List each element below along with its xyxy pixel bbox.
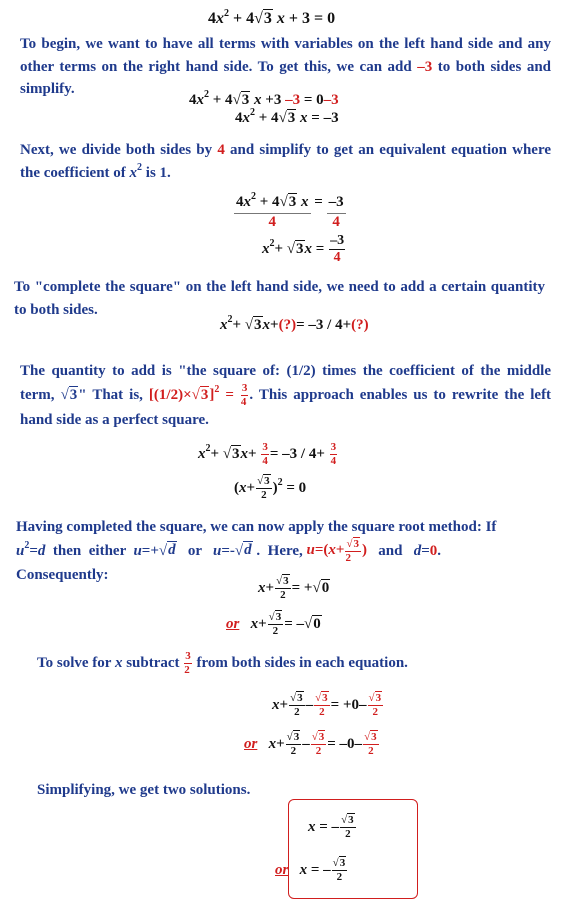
paragraph-step2: Next, we divide both sides by 4 and simplify to get an equivalent equation where the coefficient of $x^2$ is 1. [20, 142, 552, 181]
solution-2: or x = – $\frac{√3}{2}$ [275, 857, 346, 883]
paragraph-step5: Having completed the square, we can now apply the square root method: If $u^2=d$ then either u=+√d or u=-√d . Here, u=(x+ $\frac{√3}{2}$ ) and d=0. Consequently: [16, 519, 497, 583]
equation-root-negative: or x+ $\frac{√3}{2}$ = –√0 [226, 611, 321, 637]
solution-1: x = – $\frac{√3}{2}$ [308, 814, 354, 840]
equation-simplified: $4x^2 + 4√3$ x = –3 [235, 107, 339, 126]
equation-divide: $\frac{4x^2 + 4√3 x}{4}$ = $\frac{-3}{4}$ [236, 191, 344, 230]
equation-perfect-square: (x+ $\frac{√3}{2}$ )$^2$ = 0 [234, 475, 307, 501]
equation-solve-positive: x+ $\frac{√3}{2}$ – $\frac{√3}{2}$ = +0– $\frac{√3}{2}$ [272, 692, 382, 718]
equation-unknown-quantity: $x^2+$ √3x+(?)= –3 / 4+(?) [220, 314, 369, 333]
paragraph-step3: To "complete the square" on the left hand side, we need to add a certain quantity to both sides. [14, 279, 545, 318]
paragraph-step4: The quantity to add is "the square of: (1/2) times the coefficient of the middle term, √3" That is, $[(1/2)\times√3]^2$ = $\frac{3}{4}$ . This approach enables us to rewrite the left hand side as a perfect square. [20, 363, 552, 429]
paragraph-step7: Simplifying, we get two solutions. [37, 782, 251, 798]
equation-normalized: $x^2+ √3x$ = $\frac{-3}{4}$ [262, 233, 345, 265]
equation-add-term: $4x^2 + 4√3$ x +3 –3 = 0–3 [189, 89, 339, 108]
equation-solve-negative: or x+ $\frac{√3}{2}$ – $\frac{√3}{2}$ = –0– $\frac{√3}{2}$ [244, 731, 377, 757]
equation-add-square: $x^2+ √3x+$ $\frac{3}{4}$ = –3 / 4+ $\frac{3}{4}$ [198, 441, 337, 467]
initial-equation: $4x^2 + 4√3$ x + 3 = 0 [208, 8, 336, 27]
paragraph-step6: To solve for x subtract $\frac{3}{2}$ from both sides in each equation. [37, 650, 408, 676]
paragraph-step1: To begin, we want to have all terms with variables on the left hand side and any other terms on the right hand side. To get this, we can add –3 to both sides and simplify. [20, 36, 552, 97]
equation-root-positive: x+ $\frac{√3}{2}$ = +√0 [258, 575, 330, 601]
